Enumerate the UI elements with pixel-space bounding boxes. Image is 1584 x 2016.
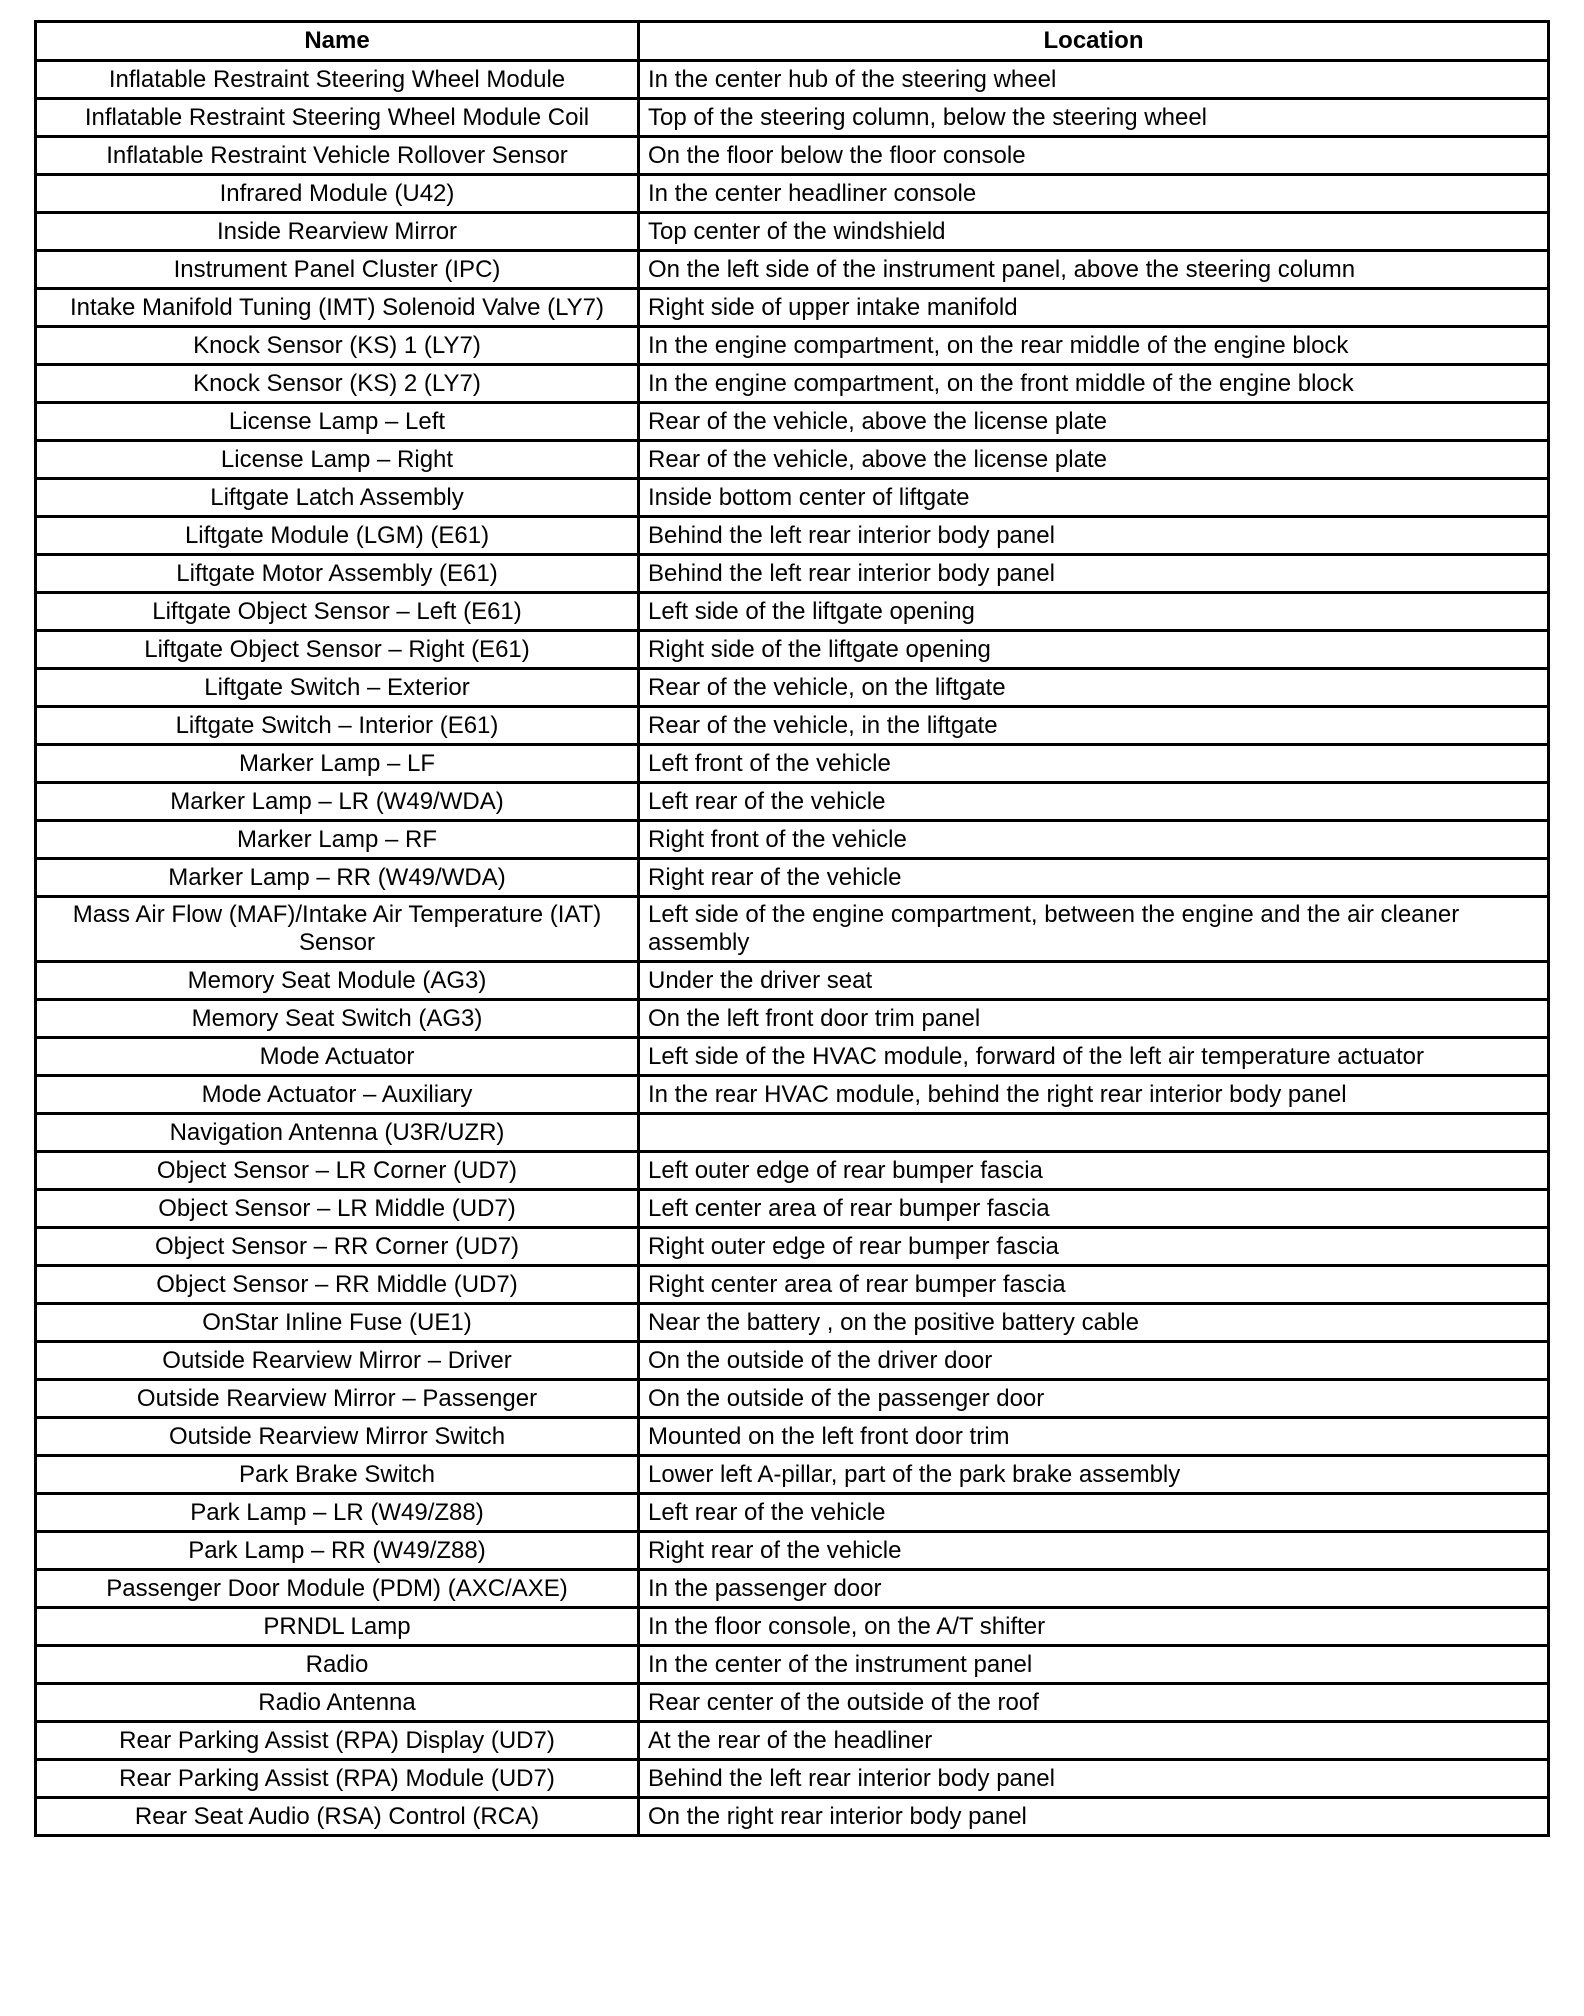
component-name-cell: Marker Lamp – RR (W49/WDA) <box>36 859 639 897</box>
component-location-cell: Behind the left rear interior body panel <box>639 517 1549 555</box>
table-row <box>36 555 1549 593</box>
component-name-cell: License Lamp – Left <box>36 403 639 441</box>
component-location-cell: Rear of the vehicle, above the license plate <box>639 403 1549 441</box>
table-row <box>36 1000 1549 1038</box>
component-name-cell: Liftgate Object Sensor – Left (E61) <box>36 593 639 631</box>
table-row <box>36 669 1549 707</box>
component-name-cell: Rear Parking Assist (RPA) Display (UD7) <box>36 1722 639 1760</box>
component-location-cell: In the engine compartment, on the rear middle of the engine block <box>639 327 1549 365</box>
component-location-cell: Top of the steering column, below the steering wheel <box>639 99 1549 137</box>
table-row <box>36 1152 1549 1190</box>
component-name-cell: Park Lamp – LR (W49/Z88) <box>36 1494 639 1532</box>
component-location-cell: On the outside of the passenger door <box>639 1380 1549 1418</box>
table-row <box>36 1684 1549 1722</box>
component-location-cell: Lower left A-pillar, part of the park brake assembly <box>639 1456 1549 1494</box>
component-name-cell: PRNDL Lamp <box>36 1608 639 1646</box>
component-name-cell: Object Sensor – RR Middle (UD7) <box>36 1266 639 1304</box>
component-name-cell: Inside Rearview Mirror <box>36 213 639 251</box>
location-column-header: Location <box>639 22 1549 61</box>
component-location-cell: On the outside of the driver door <box>639 1342 1549 1380</box>
table-row <box>36 1646 1549 1684</box>
component-location-cell: On the left front door trim panel <box>639 1000 1549 1038</box>
component-location-cell: Left center area of rear bumper fascia <box>639 1190 1549 1228</box>
component-name-cell: Liftgate Switch – Interior (E61) <box>36 707 639 745</box>
component-location-cell: Right side of upper intake manifold <box>639 289 1549 327</box>
component-location-cell: In the passenger door <box>639 1570 1549 1608</box>
component-location-cell: Left rear of the vehicle <box>639 783 1549 821</box>
table-row <box>36 897 1549 962</box>
component-location-cell: In the rear HVAC module, behind the right rear interior body panel <box>639 1076 1549 1114</box>
component-name-cell: Marker Lamp – LR (W49/WDA) <box>36 783 639 821</box>
component-name-cell: Park Lamp – RR (W49/Z88) <box>36 1532 639 1570</box>
table-row <box>36 403 1549 441</box>
component-name-cell: Rear Seat Audio (RSA) Control (RCA) <box>36 1798 639 1836</box>
table-row <box>36 441 1549 479</box>
component-name-cell: Marker Lamp – RF <box>36 821 639 859</box>
component-name-cell: Outside Rearview Mirror – Driver <box>36 1342 639 1380</box>
component-location-cell: In the center hub of the steering wheel <box>639 61 1549 99</box>
component-location-cell: Behind the left rear interior body panel <box>639 555 1549 593</box>
table-row <box>36 327 1549 365</box>
component-name-cell: Liftgate Module (LGM) (E61) <box>36 517 639 555</box>
component-name-cell: Mode Actuator – Auxiliary <box>36 1076 639 1114</box>
table-row <box>36 1608 1549 1646</box>
component-location-cell: Left outer edge of rear bumper fascia <box>639 1152 1549 1190</box>
component-location-cell: On the floor below the floor console <box>639 137 1549 175</box>
table-row <box>36 289 1549 327</box>
table-row <box>36 213 1549 251</box>
table-row <box>36 1304 1549 1342</box>
component-name-cell: Instrument Panel Cluster (IPC) <box>36 251 639 289</box>
component-name-cell: OnStar Inline Fuse (UE1) <box>36 1304 639 1342</box>
table-row <box>36 593 1549 631</box>
component-location-cell: Right rear of the vehicle <box>639 1532 1549 1570</box>
component-location-cell: Right center area of rear bumper fascia <box>639 1266 1549 1304</box>
component-location-cell: On the left side of the instrument panel, above the steering column <box>639 251 1549 289</box>
table-row <box>36 479 1549 517</box>
component-location-cell: Right rear of the vehicle <box>639 859 1549 897</box>
table-row <box>36 137 1549 175</box>
component-name-cell: Object Sensor – LR Corner (UD7) <box>36 1152 639 1190</box>
component-location-cell: Mounted on the left front door trim <box>639 1418 1549 1456</box>
component-location-cell: Left rear of the vehicle <box>639 1494 1549 1532</box>
component-name-cell: Marker Lamp – LF <box>36 745 639 783</box>
table-row <box>36 1722 1549 1760</box>
table-row <box>36 859 1549 897</box>
table-row <box>36 962 1549 1000</box>
table-row <box>36 1266 1549 1304</box>
table-row <box>36 1380 1549 1418</box>
component-location-cell: Right front of the vehicle <box>639 821 1549 859</box>
component-name-cell: Passenger Door Module (PDM) (AXC/AXE) <box>36 1570 639 1608</box>
component-location-cell: Left side of the liftgate opening <box>639 593 1549 631</box>
component-name-cell: Knock Sensor (KS) 1 (LY7) <box>36 327 639 365</box>
component-name-cell: Radio <box>36 1646 639 1684</box>
table-row <box>36 1418 1549 1456</box>
table-row <box>36 1532 1549 1570</box>
component-name-cell: Rear Parking Assist (RPA) Module (UD7) <box>36 1760 639 1798</box>
component-location-cell: In the center headliner console <box>639 175 1549 213</box>
name-column-header: Name <box>36 22 639 61</box>
component-name-cell: Infrared Module (U42) <box>36 175 639 213</box>
table-row <box>36 1798 1549 1836</box>
table-row <box>36 745 1549 783</box>
component-location-cell <box>639 1114 1549 1152</box>
component-location-cell: Inside bottom center of liftgate <box>639 479 1549 517</box>
table-row <box>36 517 1549 555</box>
component-name-cell: Outside Rearview Mirror – Passenger <box>36 1380 639 1418</box>
header-row <box>36 22 1549 61</box>
component-location-cell: Left side of the HVAC module, forward of the left air temperature actuator <box>639 1038 1549 1076</box>
component-name-cell: Inflatable Restraint Steering Wheel Module <box>36 61 639 99</box>
component-name-cell: Outside Rearview Mirror Switch <box>36 1418 639 1456</box>
table-body <box>36 61 1549 1836</box>
component-name-cell: Object Sensor – RR Corner (UD7) <box>36 1228 639 1266</box>
component-name-cell: Inflatable Restraint Vehicle Rollover Sensor <box>36 137 639 175</box>
table-row <box>36 1190 1549 1228</box>
component-location-cell: On the right rear interior body panel <box>639 1798 1549 1836</box>
table-row <box>36 1228 1549 1266</box>
component-location-cell: At the rear of the headliner <box>639 1722 1549 1760</box>
component-location-cell: Right outer edge of rear bumper fascia <box>639 1228 1549 1266</box>
component-location-cell: Rear center of the outside of the roof <box>639 1684 1549 1722</box>
component-name-cell: Memory Seat Switch (AG3) <box>36 1000 639 1038</box>
component-location-cell: Left side of the engine compartment, between the engine and the air cleaner assembly <box>639 897 1549 962</box>
component-name-cell: Liftgate Object Sensor – Right (E61) <box>36 631 639 669</box>
table-row <box>36 175 1549 213</box>
component-name-cell: Object Sensor – LR Middle (UD7) <box>36 1190 639 1228</box>
component-name-cell: Radio Antenna <box>36 1684 639 1722</box>
component-location-cell: Left front of the vehicle <box>639 745 1549 783</box>
table-row <box>36 631 1549 669</box>
table-row <box>36 1494 1549 1532</box>
table-row <box>36 99 1549 137</box>
component-location-cell: Top center of the windshield <box>639 213 1549 251</box>
table-row <box>36 821 1549 859</box>
table-row <box>36 1038 1549 1076</box>
component-name-cell: Liftgate Motor Assembly (E61) <box>36 555 639 593</box>
component-location-cell: In the center of the instrument panel <box>639 1646 1549 1684</box>
component-location-cell: Rear of the vehicle, in the liftgate <box>639 707 1549 745</box>
component-name-cell: Liftgate Latch Assembly <box>36 479 639 517</box>
component-location-cell: In the floor console, on the A/T shifter <box>639 1608 1549 1646</box>
component-location-cell: In the engine compartment, on the front middle of the engine block <box>639 365 1549 403</box>
component-name-cell: Inflatable Restraint Steering Wheel Module Coil <box>36 99 639 137</box>
table-row <box>36 1342 1549 1380</box>
component-name-cell: License Lamp – Right <box>36 441 639 479</box>
component-location-cell: Rear of the vehicle, above the license plate <box>639 441 1549 479</box>
component-location-cell: Rear of the vehicle, on the liftgate <box>639 669 1549 707</box>
component-name-cell: Park Brake Switch <box>36 1456 639 1494</box>
component-name-cell: Mass Air Flow (MAF)/Intake Air Temperature (IAT) Sensor <box>36 897 639 962</box>
component-name-cell: Intake Manifold Tuning (IMT) Solenoid Valve (LY7) <box>36 289 639 327</box>
component-name-cell: Navigation Antenna (U3R/UZR) <box>36 1114 639 1152</box>
component-location-cell: Behind the left rear interior body panel <box>639 1760 1549 1798</box>
table-row <box>36 707 1549 745</box>
component-location-cell: Near the battery , on the positive battery cable <box>639 1304 1549 1342</box>
table-row <box>36 251 1549 289</box>
component-location-cell: Under the driver seat <box>639 962 1549 1000</box>
table-row <box>36 365 1549 403</box>
component-name-cell: Memory Seat Module (AG3) <box>36 962 639 1000</box>
component-location-cell: Right side of the liftgate opening <box>639 631 1549 669</box>
component-name-cell: Mode Actuator <box>36 1038 639 1076</box>
table-row <box>36 1570 1549 1608</box>
table-row <box>36 1760 1549 1798</box>
table-row <box>36 783 1549 821</box>
table-row <box>36 1076 1549 1114</box>
table-row <box>36 1114 1549 1152</box>
table-row <box>36 61 1549 99</box>
component-name-cell: Knock Sensor (KS) 2 (LY7) <box>36 365 639 403</box>
component-location-table <box>34 20 1550 1837</box>
component-name-cell: Liftgate Switch – Exterior <box>36 669 639 707</box>
table-row <box>36 1456 1549 1494</box>
